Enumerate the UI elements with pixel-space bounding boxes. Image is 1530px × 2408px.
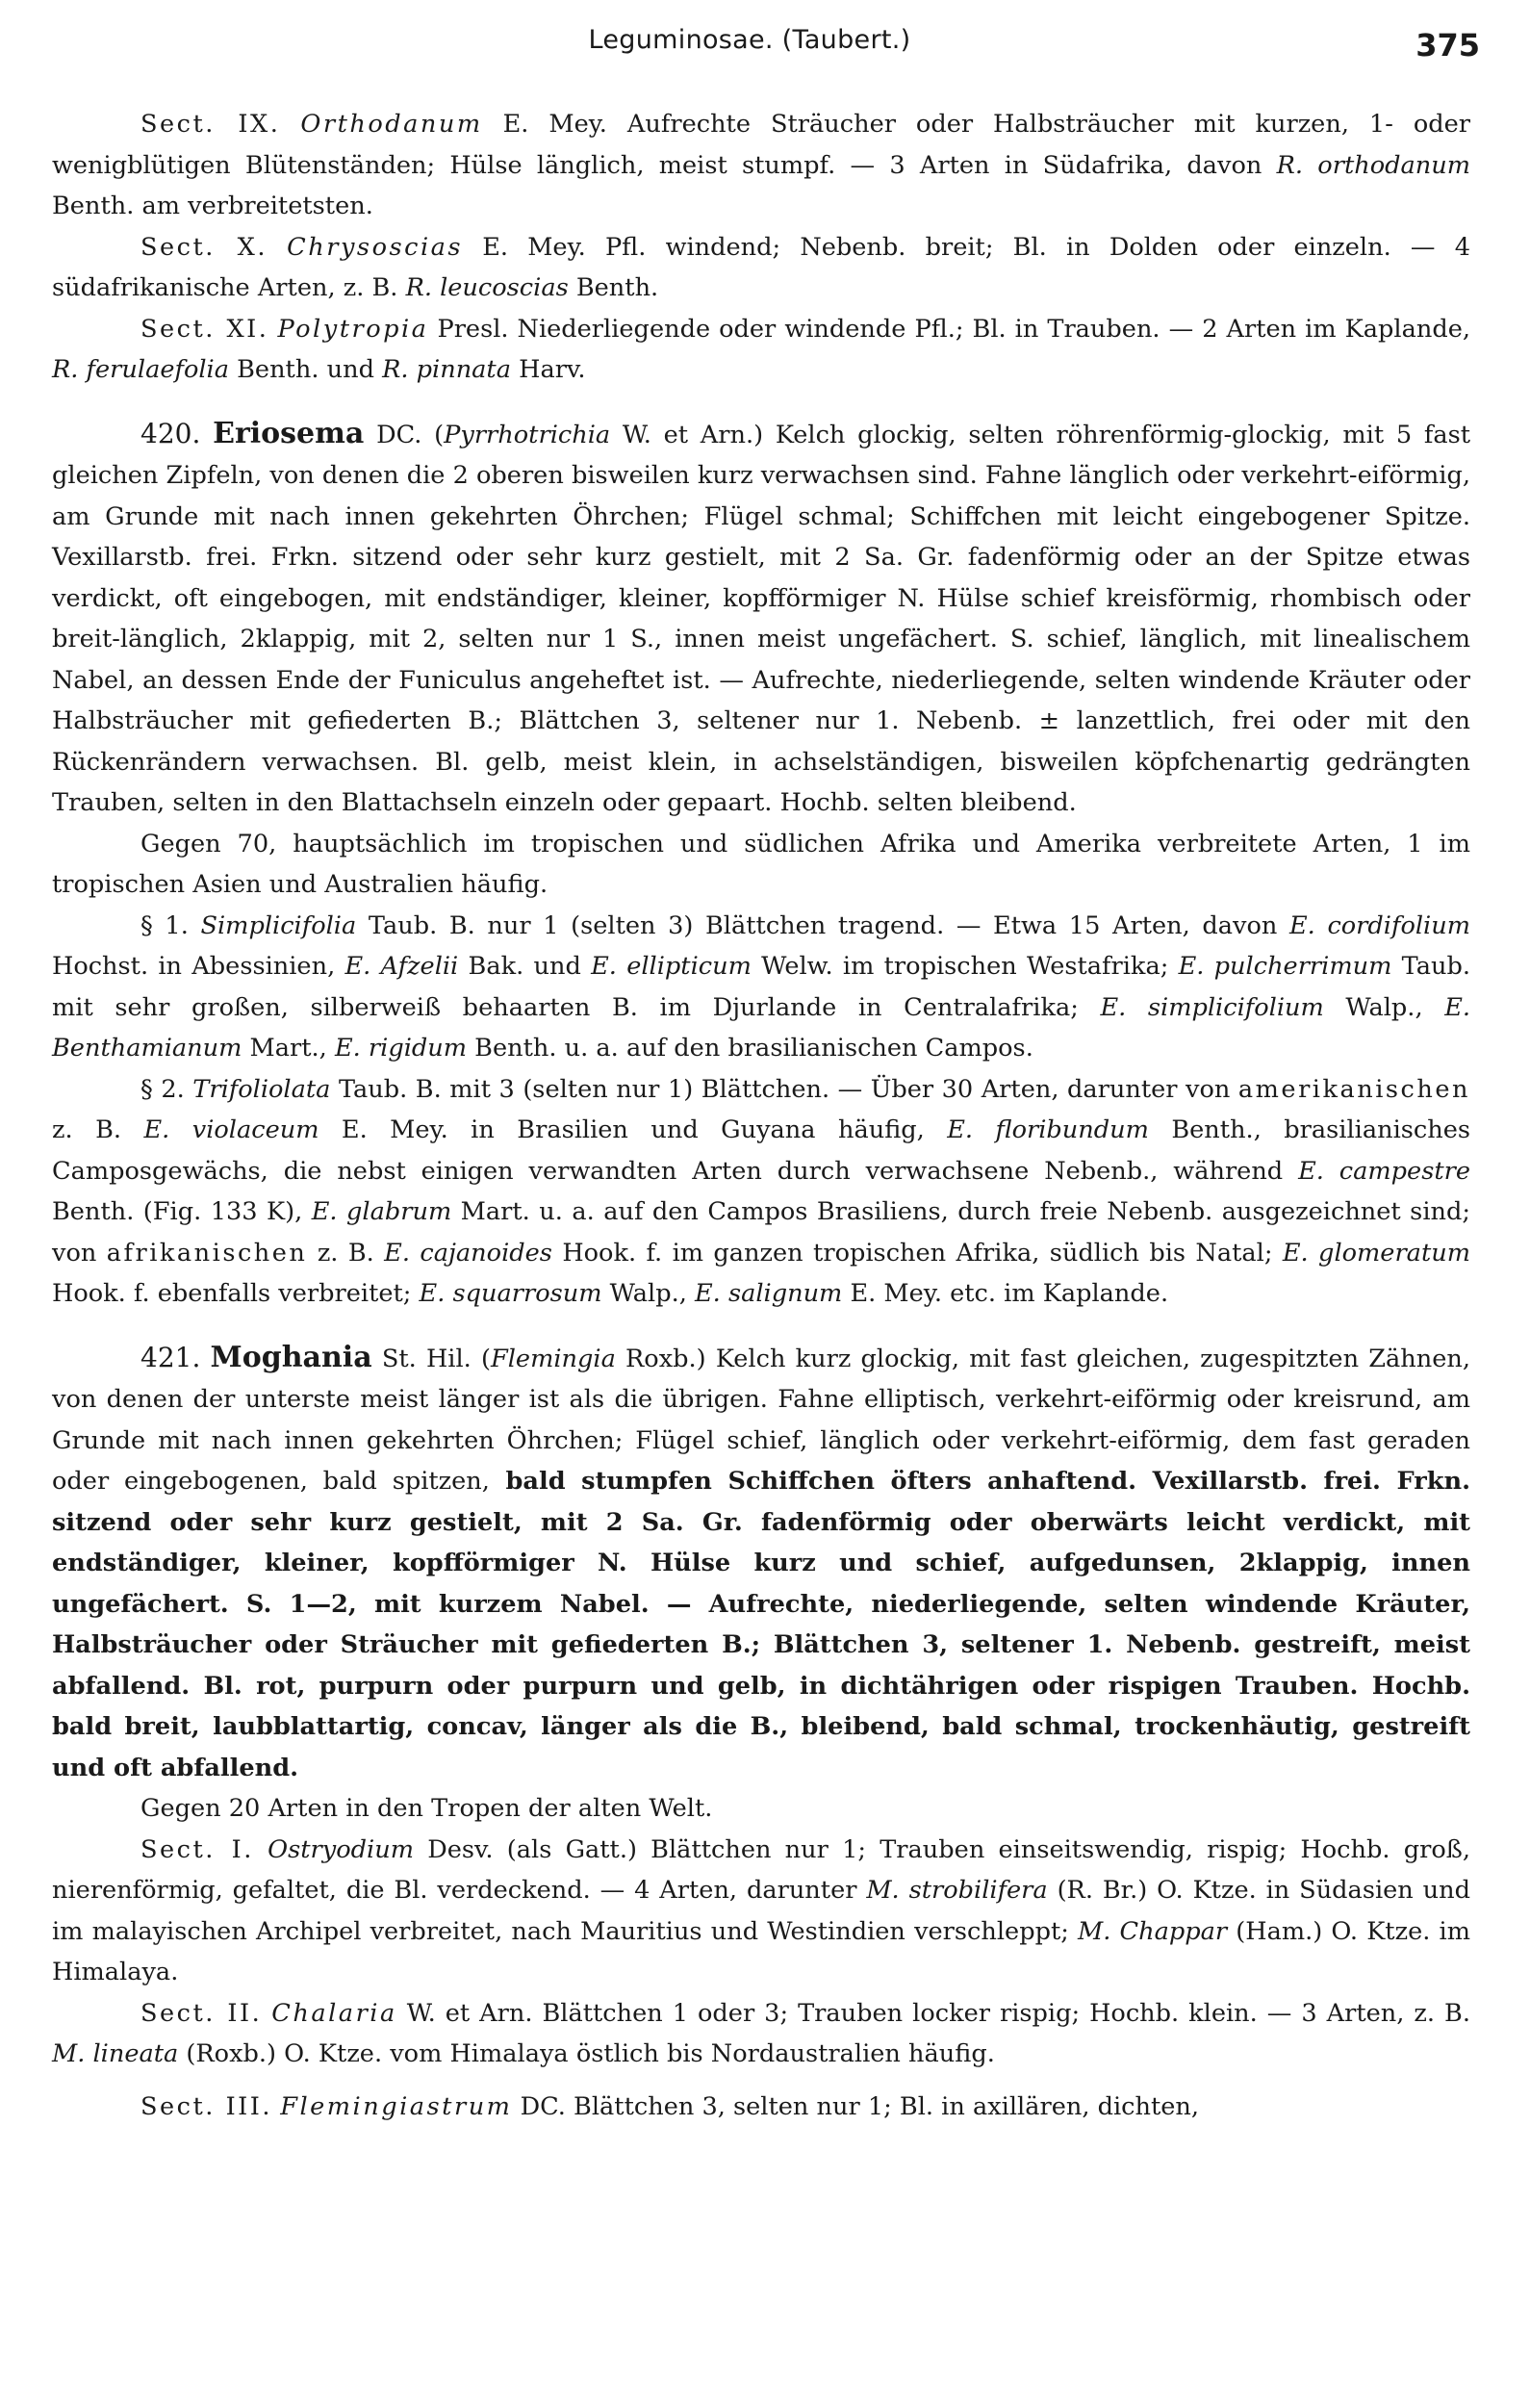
text-run: Benth., brasilianisches Camposgewächs, die nebst einigen verwandten Arten durch verwachsene Nebenb., während <box>52 1115 1471 1186</box>
synonym: Pyrrhotrichia <box>444 420 611 449</box>
section-name: Chrysoscias <box>287 232 464 262</box>
species-name: E. glomeratum <box>1282 1238 1470 1268</box>
section-label: § 2. <box>140 1074 185 1104</box>
text-run: Benth. <box>568 273 659 302</box>
section-chalaria <box>52 1993 1470 2075</box>
species-name: E. cajanoides <box>384 1238 552 1268</box>
species-name: M. Chappar <box>1078 1916 1228 1946</box>
text-run: Hook. f. ebenfalls verbreitet; <box>52 1279 420 1308</box>
section-name: Flemingiastrum <box>280 2091 513 2121</box>
species-name: R. ferulaefolia <box>52 355 229 384</box>
text-run: Benth. (Fig. 133 K), <box>52 1197 312 1226</box>
section-name: Simplicifolia <box>200 910 357 940</box>
text-run: (Ham.) O. Ktze. im Himalaya. <box>52 1916 1470 1986</box>
species-name: R. pinnata <box>382 355 511 384</box>
species-name: E. campestre <box>1298 1156 1470 1186</box>
text-run: Taub. B. mit 3 (selten nur 1) Blättchen. — Über 30 Arten, darunter von <box>330 1074 1238 1104</box>
text-run: Presl. Niederliegende oder windende Pfl.; Bl. in Trauben. — 2 Arten im Kaplande, <box>428 314 1470 344</box>
text-run: Walp., <box>1323 992 1445 1022</box>
section-label: Sect. X. <box>140 232 268 262</box>
section-name: Ostryodium <box>268 1834 414 1864</box>
text-run: Roxb.) Kelch kurz glockig, mit fast gleichen, zugespitzten Zähnen, von denen der unterste meist länger ist als die übrigen. Fahne elliptisch, verkehrt-eiförmig oder kreisrund, am Grunde mit nach innen gekehrten Öhrchen; Flügel schief, länglich oder verkehrt-eiförmig, dem fast geraden oder eingebogenen, bald spitzen, <box>52 1344 1471 1496</box>
text-run: E. Mey. in Brasilien und Guyana häufig, <box>319 1115 948 1144</box>
species-name: E. glabrum <box>311 1197 452 1226</box>
section-name: Chalaria <box>271 1998 397 2028</box>
section-chrysoscias <box>52 227 1470 309</box>
species-name: E. Afzelii <box>344 952 459 981</box>
text-run: Benth. und <box>228 355 383 384</box>
species-name: M. lineata <box>52 2039 179 2068</box>
species-name: E. violaceum <box>143 1115 319 1144</box>
text-run: Harv. <box>510 355 586 384</box>
genus-moghania <box>52 1338 1470 1789</box>
section-label: Sect. XI. <box>140 314 269 344</box>
text-run: Hochst. in Abessinien, <box>52 952 345 981</box>
species-name: E. salignum <box>694 1279 843 1308</box>
page-header <box>52 0 1492 77</box>
text-run: DC. Blättchen 3, selten nur 1; Bl. in axillären, dichten, <box>512 2091 1200 2121</box>
section-trifoliolata <box>52 1069 1470 1315</box>
section-label: Sect. III. <box>140 2091 273 2121</box>
text-run: z. B. <box>52 1115 144 1144</box>
section-label: Sect. IX. <box>140 110 281 139</box>
section-name: Trifoliolata <box>192 1074 331 1104</box>
genus-name: Moghania <box>210 1340 372 1374</box>
text-run: Hook. f. im ganzen tropischen Afrika, südlich bis Natal; <box>551 1238 1283 1268</box>
synonym: Flemingia <box>490 1344 616 1373</box>
text-run: E. Mey. Aufrechte Sträucher oder Halbsträucher mit kurzen, 1- oder wenigblütigen Blütenständen; Hülse länglich, meist stumpf. — 3 Arten in Südafrika, davon <box>52 110 1470 180</box>
text-run: Taub. B. nur 1 (selten 3) Blättchen tragend. — Etwa 15 Arten, davon <box>356 910 1289 940</box>
genus-eriosema <box>52 414 1470 824</box>
text-run: (R. Br.) O. Ktze. in Südasien und im malayischen Archipel verbreitet, nach Mauritius und Westindien verschleppt; <box>52 1876 1470 1946</box>
genus-number: 420. <box>140 417 201 449</box>
section-simplicifolia <box>52 906 1470 1069</box>
running-title: Leguminosae. (Taubert.) <box>588 25 911 55</box>
section-orthodanum <box>52 104 1470 227</box>
section-name: Polytropia <box>277 314 429 344</box>
text-run: Mart. u. a. auf den Campos Brasiliens, durch freie Nebenb. ausgezeichnet sind; von <box>52 1197 1470 1268</box>
section-polytropia <box>52 309 1470 391</box>
species-name: E. pulcherrimum <box>1178 952 1392 981</box>
spaced-word: afrikanischen <box>106 1238 308 1268</box>
text-run: Taub. mit sehr großen, silberweiß behaarten B. im Djurlande in Centralafrika; <box>52 952 1470 1022</box>
text-run: E. Mey. Pfl. windend; Nebenb. breit; Bl. in Dolden oder einzeln. — 4 südafrikanische Arten, z. B. <box>52 232 1470 302</box>
eriosema-distribution: Gegen 70, hauptsächlich im tropischen und südlichen Afrika und Amerika verbreitete Arten, 1 im tropischen Asien und Australien häufig. <box>52 829 1470 899</box>
text-run: Welw. im tropischen Westafrika; <box>751 952 1179 981</box>
text-run: Desv. (als Gatt.) Blättchen nur 1; Trauben einseitswendig, rispig; Hochb. groß, nierenförmig, gefaltet, die Bl. verdeckend. — 4 Arten, darunter <box>52 1834 1470 1905</box>
spaced-word: amerikanischen <box>1237 1074 1471 1104</box>
species-name: E. floribundum <box>947 1115 1149 1144</box>
species-name: E. simplicifolium <box>1100 992 1324 1022</box>
species-name: E. cordifolium <box>1289 910 1470 940</box>
section-label: Sect. II. <box>140 1998 263 2028</box>
text-run: W. et Arn. Blättchen 1 oder 3; Trauben locker rispig; Hochb. klein. — 3 Arten, z. B. <box>396 1998 1470 2028</box>
moghania-distribution: Gegen 20 Arten in den Tropen der alten Welt. <box>140 1794 713 1823</box>
section-flemingiastrum <box>52 2087 1470 2128</box>
text-run: Mart., <box>242 1034 335 1063</box>
text-run: Bak. und <box>458 952 592 981</box>
text-run: Benth. am verbreitetsten. <box>52 192 373 220</box>
text-run: E. Mey. etc. im Kaplande. <box>842 1279 1169 1308</box>
genus-number: 421. <box>140 1341 201 1373</box>
section-name: Orthodanum <box>300 110 483 139</box>
species-name: E. rigidum <box>334 1034 468 1063</box>
genus-name: Eriosema <box>213 416 365 450</box>
text-run: DC. ( <box>364 420 445 449</box>
species-name: R. orthodanum <box>1276 150 1470 180</box>
species-name: R. leucoscias <box>405 273 569 302</box>
text-run: Walp., <box>601 1279 695 1308</box>
page-number: 375 <box>1415 27 1480 64</box>
section-label: Sect. I. <box>140 1834 254 1864</box>
species-name: E. ellipticum <box>591 952 752 981</box>
text-run: W. et Arn.) Kelch glockig, selten röhrenförmig-glockig, mit 5 fast gleichen Zipfeln, von denen die 2 oberen bisweilen kurz verwachsen sind. Fahne länglich oder verkehrt-eiförmig, am Grunde mit nach innen gekehrten Öhrchen; Flügel schmal; Schiffchen mit leicht eingebogener Spitze. Vexillarstb. frei. Frkn. sitzend oder sehr kurz gestielt, mit 2 Sa. Gr. fadenförmig oder an der Spitze etwas verdickt, oft eingebogen, mit endständiger, kleiner, kopfförmiger N. Hülse schief kreisförmig, rhombisch oder breit-länglich, 2klappig, mit 2, selten nur 1 S., innen meist ungefächert. S. schief, länglich, mit linealischem Nabel, an dessen Ende der Funiculus angeheftet ist. — Aufrechte, niederliegende, selten windende Kräuter oder Halbsträucher mit gefiederten B.; Blättchen 3, seltener nur 1. Nebenb. ± lanzettlich, frei oder mit den Rückenrändern verwachsen. Bl. gelb, meist klein, in achselständigen, bisweilen köpfchenartig gedrängten Trauben, selten in den Blattachseln einzeln oder gepaart. Hochb. selten bleibend. <box>52 420 1471 817</box>
species-name: E. Benthamianum <box>52 992 1471 1063</box>
page-body <box>52 104 1470 2127</box>
text-run: bald stumpfen Schiffchen öfters anhaftend. Vexillarstb. frei. Frkn. sitzend oder sehr kurz gestielt, mit 2 Sa. Gr. fadenförmig oder oberwärts leicht verdickt, mit endständiger, kleiner, kopfförmiger N. Hülse kurz und schief, aufgedunsen, 2klappig, innen ungefächert. S. 1—2, mit kurzem Nabel. — Aufrechte, niederliegende, selten windende Kräuter, Halbsträucher oder Sträucher mit gefiederten B.; Blättchen 3, seltener 1. Nebenb. gestreift, meist abfallend. Bl. rot, purpurn oder purpurn und gelb, in dichtährigen oder rispigen Trauben. Hochb. bald breit, laubblattartig, concav, länger als die B., bleibend, bald schmal, trockenhäutig, gestreift und oft abfallend. <box>52 1467 1470 1782</box>
text-run: St. Hil. ( <box>371 1344 491 1373</box>
species-name: M. strobilifera <box>866 1876 1048 1905</box>
section-label: § 1. <box>140 910 189 940</box>
text-run: z. B. <box>307 1238 385 1268</box>
text-run: (Roxb.) O. Ktze. vom Himalaya östlich bis Nordaustralien häufig. <box>178 2039 995 2068</box>
text-run: Benth. u. a. auf den brasilianischen Campos. <box>467 1034 1033 1063</box>
section-ostryodium <box>52 1830 1470 1993</box>
species-name: E. squarrosum <box>419 1279 602 1308</box>
